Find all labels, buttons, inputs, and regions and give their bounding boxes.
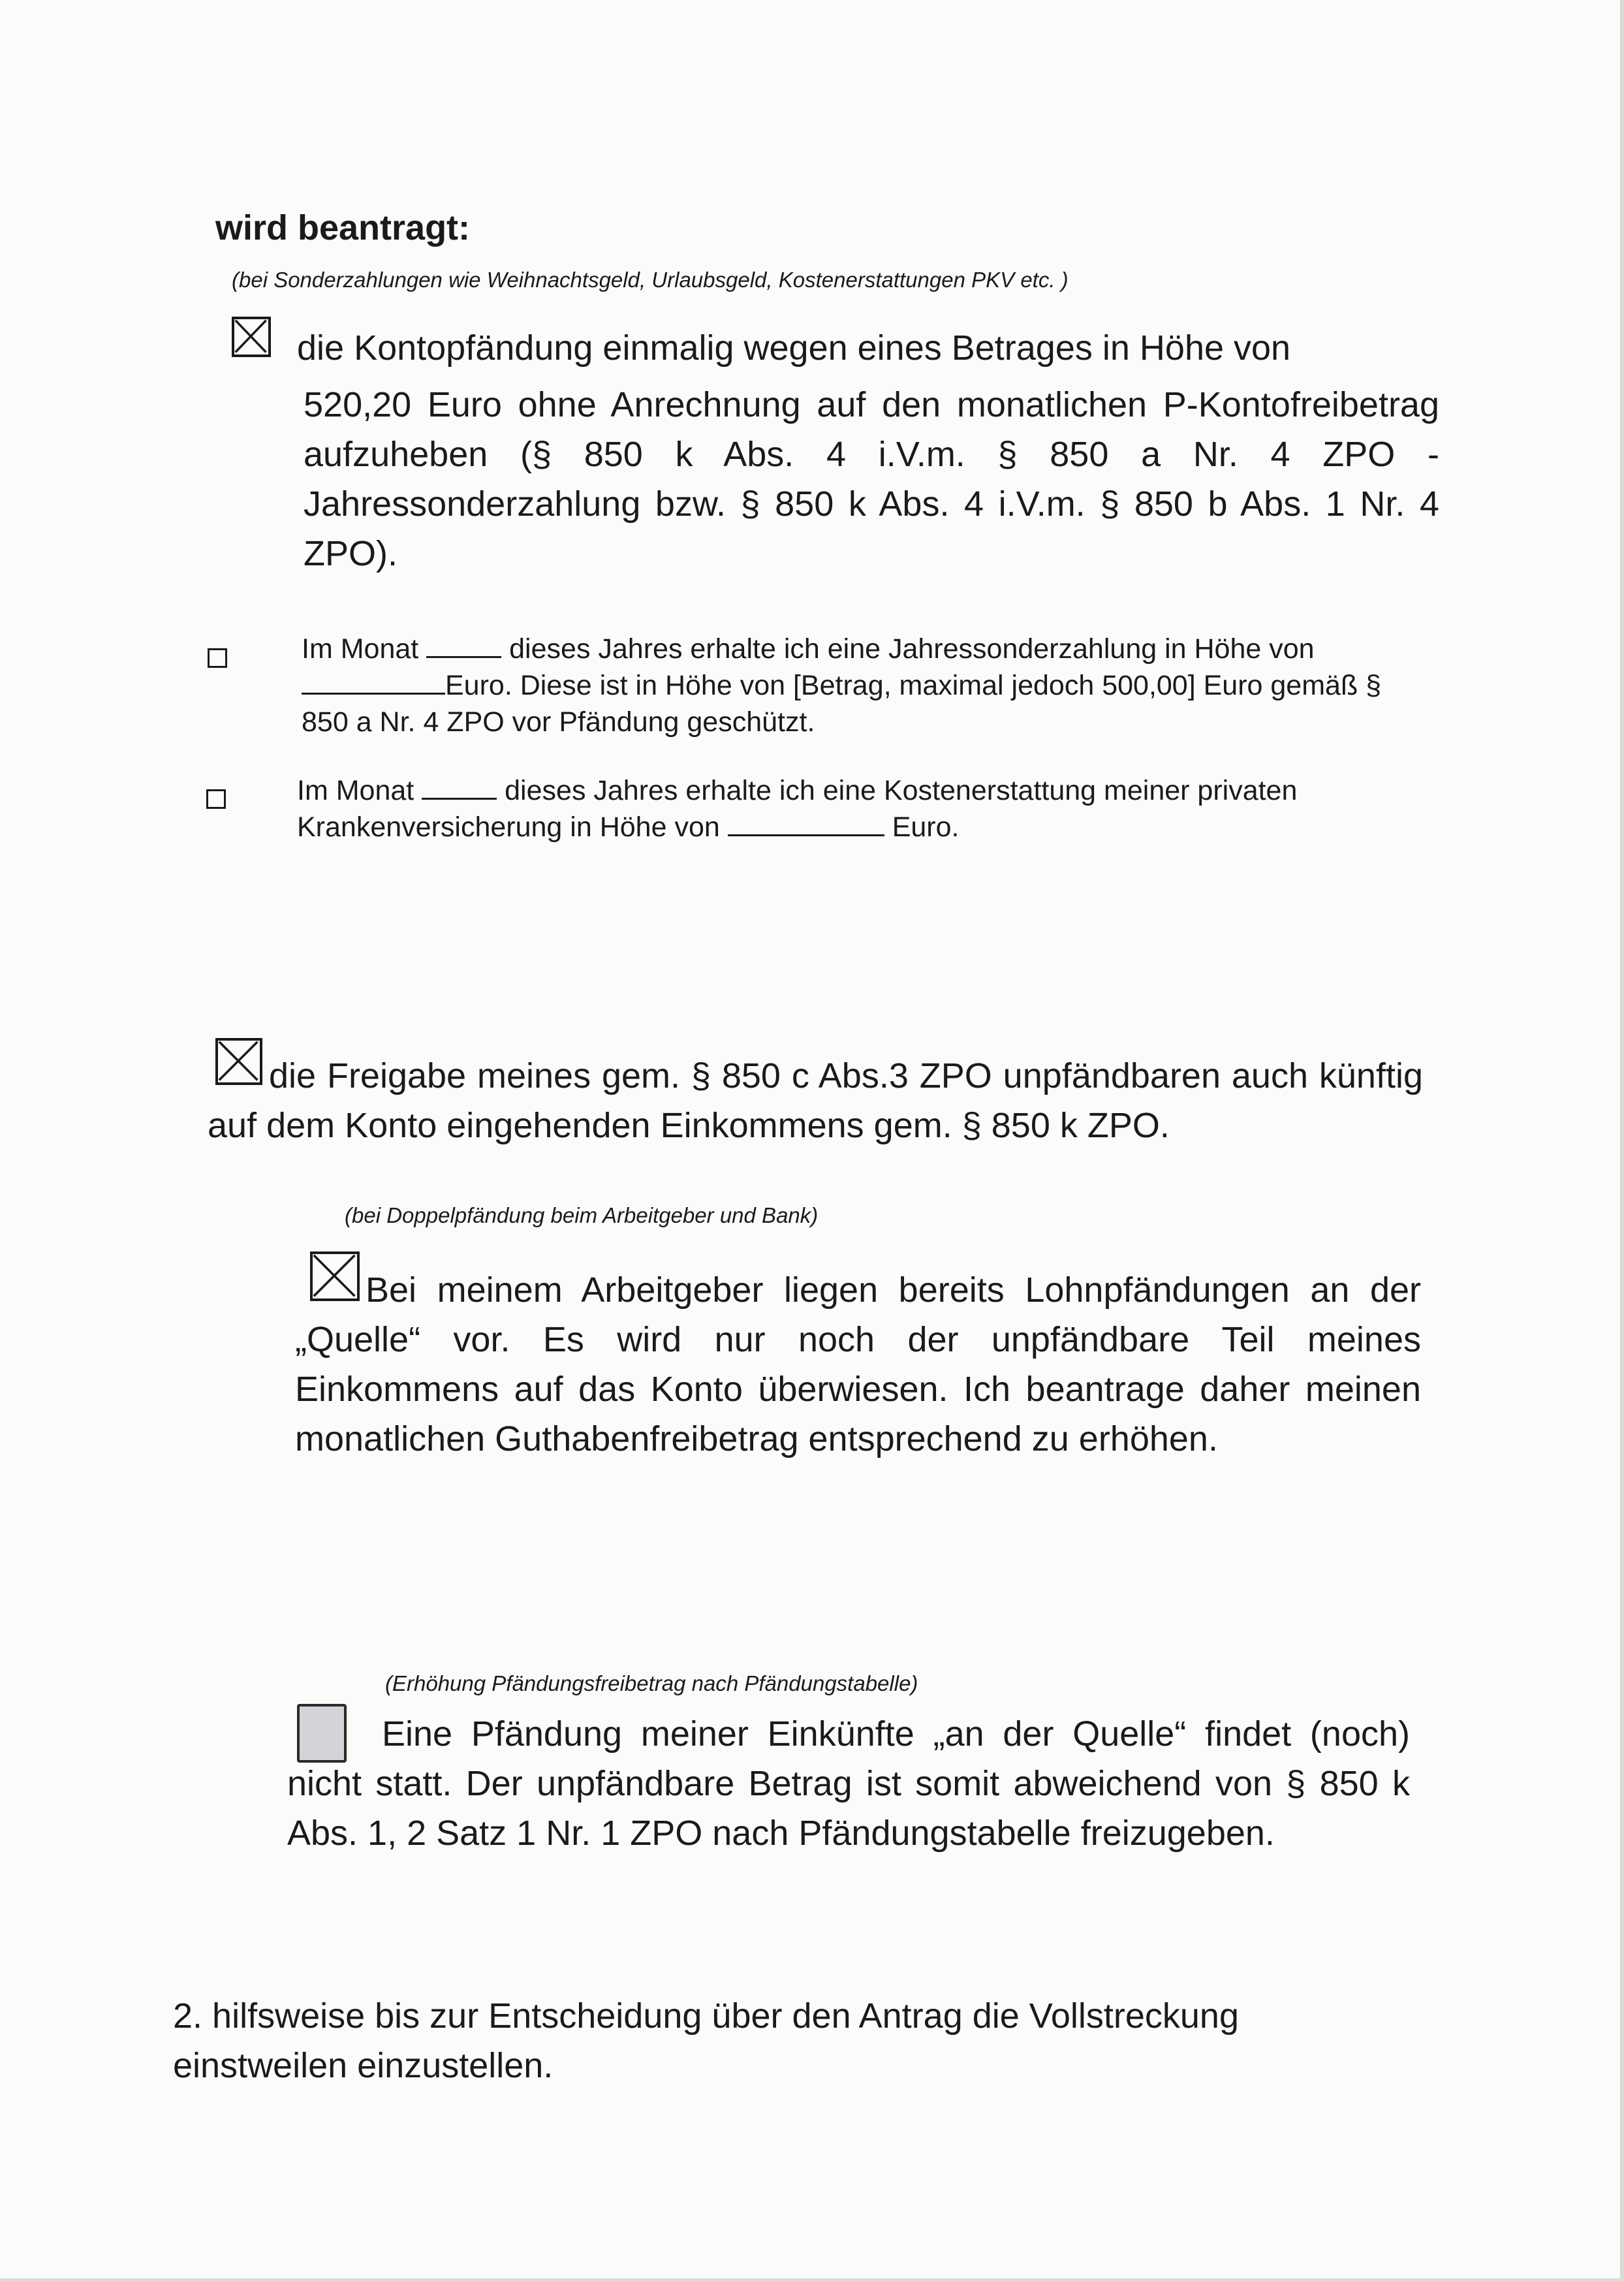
- option4-text: Eine Pfändung meiner Einkünfte „an der Quelle“ findet (noch) nicht statt. Der unpfändbare Betrag ist somit abweichend von § 850 k Abs. 1, 2 Satz 1 Nr. 1 ZPO nach Pfändungstabelle freizugeben.: [287, 1714, 1410, 1853]
- month-blank[interactable]: [426, 634, 501, 658]
- sub-b-part1: Im Monat: [297, 775, 414, 806]
- page-edge-right: [1620, 0, 1624, 2281]
- sub-a-checkbox[interactable]: [208, 648, 227, 668]
- sub-a-part1: Im Monat: [302, 633, 419, 665]
- sub-b-part2: dieses Jahres erhalte ich eine Kostenerstattung meiner privaten Krankenversicherung in Höhe von: [297, 775, 1298, 843]
- sub-b-text: [297, 772, 1335, 845]
- option1-first-line: die Kontopfändung einmalig wegen eines Betrages in Höhe von: [297, 328, 1291, 368]
- section-heading: wird beantragt:: [215, 208, 471, 247]
- option1-text: 520,20 Euro ohne Anrechnung auf den monatlichen P-Kontofreibetrag aufzuheben (§ 850 k Abs. 4 i.V.m. § 850 a Nr. 4 ZPO - Jahressonderzahlung bzw. § 850 k Abs. 4 i.V.m. § 850 b Abs. 1 Nr. 4 ZPO).: [304, 385, 1439, 573]
- sub-a-text: [302, 631, 1431, 740]
- item2-text: 2. hilfsweise bis zur Entscheidung über den Antrag die Vollstreckung einstweilen einzustellen.: [173, 1996, 1239, 2085]
- sub-b-checkbox[interactable]: [206, 789, 226, 809]
- note-erhoehung: (Erhöhung Pfändungsfreibetrag nach Pfändungstabelle): [385, 1671, 918, 1695]
- sub-b-part3: Euro.: [892, 811, 960, 843]
- page-edge-bottom: [0, 2278, 1624, 2281]
- amount-blank[interactable]: [302, 670, 445, 695]
- sub-a-part3: Euro. Diese ist in Höhe von [Betrag, maximal jedoch 500,00] Euro gemäß § 850 a Nr. 4 ZPO vor Pfändung geschützt.: [302, 670, 1382, 738]
- checkbox-cross-icon: [234, 319, 268, 354]
- option1-checkbox[interactable]: [232, 317, 271, 357]
- option2-text: die Freigabe meines gem. § 850 c Abs.3 ZPO unpfändbaren auch künftig auf dem Konto eingehenden Einkommens gem. § 850 k ZPO.: [208, 1056, 1423, 1145]
- note-sonderzahlungen: (bei Sonderzahlungen wie Weihnachtsgeld, Urlaubsgeld, Kostenerstattungen PKV etc. ): [232, 268, 1069, 292]
- sub-a-part2: dieses Jahres erhalte ich eine Jahressonderzahlung in Höhe von: [509, 633, 1315, 665]
- option3-text: Bei meinem Arbeitgeber liegen bereits Lohnpfändungen an der „Quelle“ vor. Es wird nur noch der unpfändbare Teil meines Einkommens auf das Konto überwiesen. Ich beantrage daher meinen monatlichen Guthabenfreibetrag entsprechend zu erhöhen.: [295, 1270, 1421, 1458]
- amount-blank[interactable]: [728, 812, 884, 836]
- note-doppelpfaendung: (bei Doppelpfändung beim Arbeitgeber und Bank): [345, 1203, 819, 1227]
- month-blank[interactable]: [422, 776, 497, 800]
